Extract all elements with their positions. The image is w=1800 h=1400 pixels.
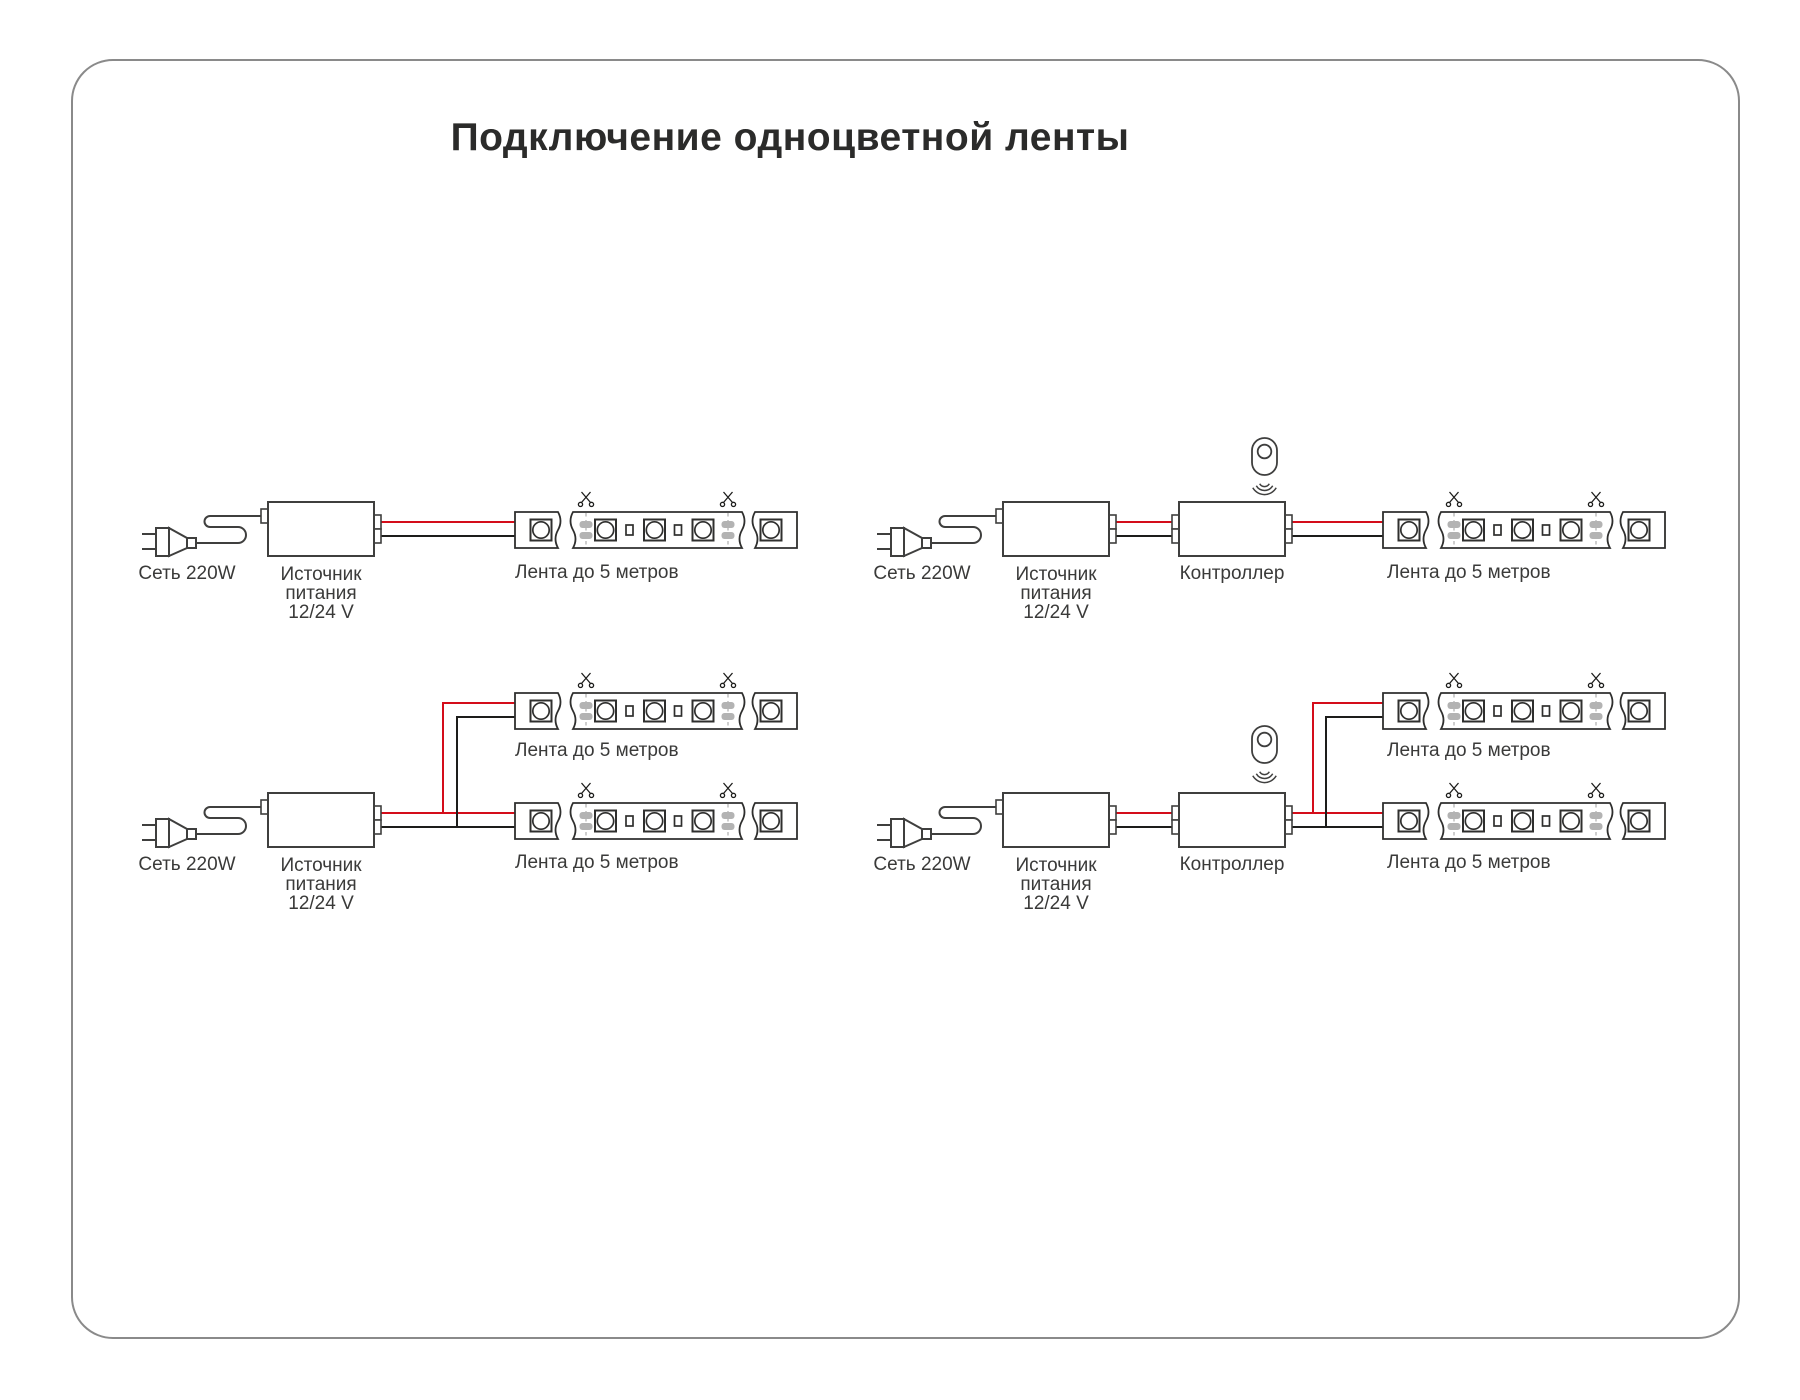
plug-icon	[142, 807, 263, 847]
psu-label-line1: Источник	[280, 564, 362, 585]
psu-label-line1: Источник	[1015, 564, 1097, 585]
strip-label: Лента до 5 метров	[1387, 852, 1551, 873]
strip-label: Лента до 5 метров	[515, 852, 679, 873]
led-strip	[1383, 492, 1665, 548]
psu-label-line2: питания	[285, 874, 357, 895]
remote-icon	[1252, 726, 1277, 763]
psu-voltage-label: 12/24 V	[1023, 602, 1089, 623]
signal-waves-icon	[1253, 484, 1276, 495]
controller-label: Контроллер	[1179, 563, 1285, 584]
power-supply-box	[996, 502, 1116, 556]
page-title: Подключение одноцветной ленты	[450, 116, 1130, 159]
power-label: Сеть 220W	[138, 854, 236, 875]
psu-voltage-label: 12/24 V	[288, 893, 354, 914]
power-label: Сеть 220W	[873, 563, 971, 584]
psu-label-line1: Источник	[1015, 855, 1097, 876]
wire-black	[381, 717, 515, 827]
power-supply-box	[261, 793, 381, 847]
diagram-controller-single-strip	[877, 438, 1665, 556]
led-strip	[1383, 783, 1665, 839]
led-strip	[515, 492, 797, 548]
psu-voltage-label: 12/24 V	[288, 602, 354, 623]
strip-label: Лента до 5 метров	[1387, 740, 1551, 761]
wire-red	[381, 703, 515, 813]
psu-label-line2: питания	[1020, 583, 1092, 604]
controller-label: Контроллер	[1179, 854, 1285, 875]
diagram-dual-strip	[142, 673, 797, 847]
strip-label: Лента до 5 метров	[515, 740, 679, 761]
power-supply-box	[261, 502, 381, 556]
plug-icon	[142, 516, 263, 556]
diagram-single-strip	[142, 492, 797, 556]
remote-icon	[1252, 438, 1277, 475]
psu-label-line2: питания	[285, 583, 357, 604]
strip-label: Лента до 5 метров	[1387, 562, 1551, 583]
led-strip	[1383, 673, 1665, 729]
controller-box	[1172, 793, 1292, 847]
psu-label-line2: питания	[1020, 874, 1092, 895]
psu-voltage-label: 12/24 V	[1023, 893, 1089, 914]
power-supply-box	[996, 793, 1116, 847]
plug-icon	[877, 516, 998, 556]
strip-label: Лента до 5 метров	[515, 562, 679, 583]
led-strip	[515, 673, 797, 729]
power-label: Сеть 220W	[138, 563, 236, 584]
plug-icon	[877, 807, 998, 847]
power-label: Сеть 220W	[873, 854, 971, 875]
controller-box	[1172, 502, 1292, 556]
psu-label-line1: Источник	[280, 855, 362, 876]
signal-waves-icon	[1253, 772, 1276, 783]
led-strip	[515, 783, 797, 839]
